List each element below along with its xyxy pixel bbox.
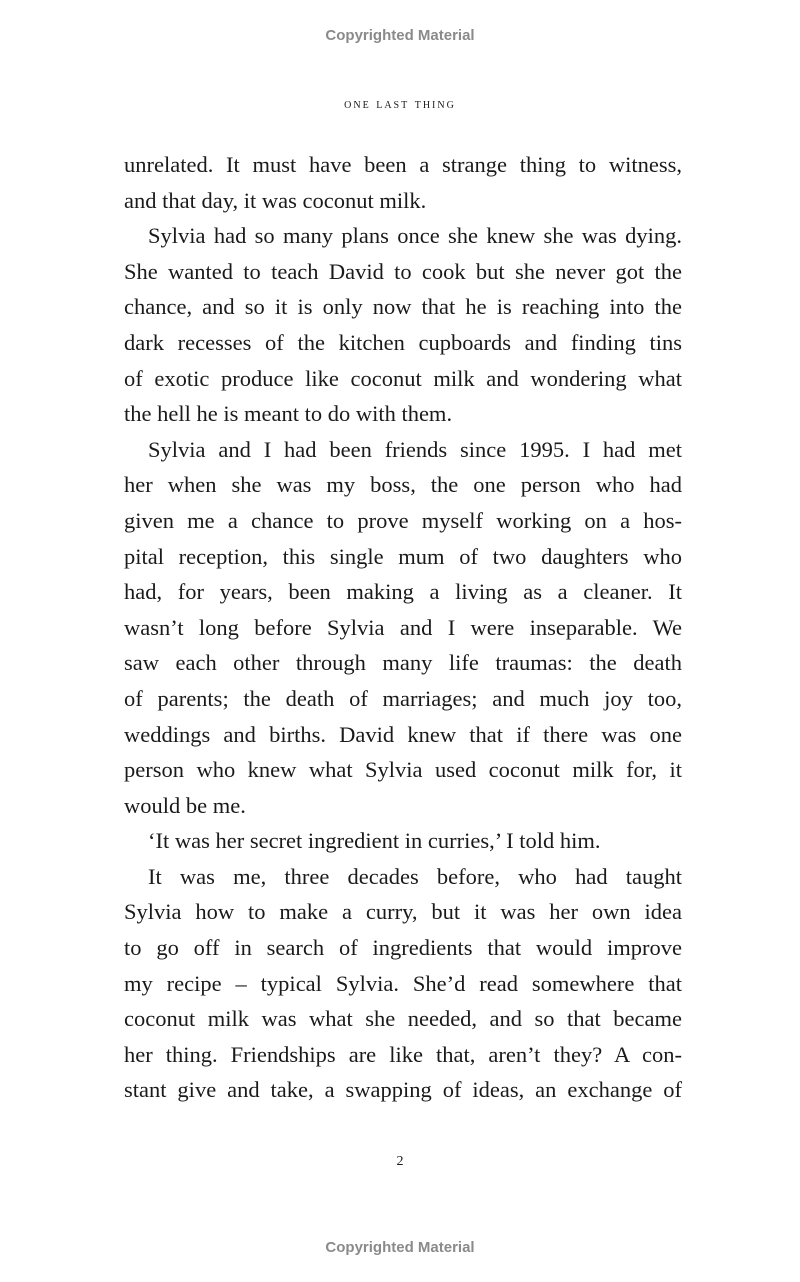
text-line: coconut milk was what she needed, and so that became (124, 1006, 682, 1032)
text-line: the hell he is meant to do with them. (124, 401, 453, 427)
text-line: saw each other through many life traumas: the death (124, 650, 682, 676)
text-line: person who knew what Sylvia used coconut milk for, it (124, 757, 682, 783)
text-line: unrelated. It must have been a strange thing to witness, (124, 152, 682, 177)
text-line: She wanted to teach David to cook but she never got the (124, 258, 682, 284)
text-line: of exotic produce like coconut milk and wondering what (124, 365, 682, 391)
text-line: her when she was my boss, the one person who had (124, 472, 682, 498)
text-line: pital reception, this single mum of two daughters who (124, 543, 682, 569)
text-line: to go off in search of ingredients that would improve (124, 935, 682, 961)
text-line: her thing. Friendships are like that, aren’t they? A con- (124, 1041, 682, 1067)
text-line: Sylvia had so many plans once she knew she was dying. (148, 223, 682, 249)
text-line: Sylvia how to make a curry, but it was her own idea (124, 899, 682, 925)
text-line: my recipe – typical Sylvia. She’d read somewhere that (124, 970, 682, 996)
text-line: weddings and births. David knew that if there was one (124, 721, 682, 747)
copyright-watermark-top: Copyrighted Material (325, 27, 475, 44)
text-line: wasn’t long before Sylvia and I were inseparable. We (124, 614, 682, 640)
text-line: would be me. (124, 792, 246, 818)
text-line: of parents; the death of marriages; and much joy too, (124, 685, 682, 711)
text-line: given me a chance to prove myself working on a hos- (124, 507, 682, 533)
text-line: It was me, three decades before, who had taught (148, 863, 682, 889)
running-head: one last thing (344, 97, 456, 112)
page-number: 2 (396, 1154, 404, 1169)
text-line: chance, and so it is only now that he is reaching into the (124, 294, 682, 320)
text-line: and that day, it was coconut milk. (124, 187, 427, 213)
body-text (124, 147, 682, 1108)
copyright-watermark-bottom: Copyrighted Material (325, 1239, 475, 1256)
text-line: stant give and take, a swapping of ideas, an exchange of (124, 1077, 682, 1103)
text-line: dark recesses of the kitchen cupboards and finding tins (124, 329, 682, 355)
text-line: Sylvia and I had been friends since 1995. I had met (148, 436, 682, 462)
text-line: had, for years, been making a living as a cleaner. It (124, 579, 682, 605)
text-line: ‘It was her secret ingredient in curries,’ I told him. (148, 828, 601, 854)
